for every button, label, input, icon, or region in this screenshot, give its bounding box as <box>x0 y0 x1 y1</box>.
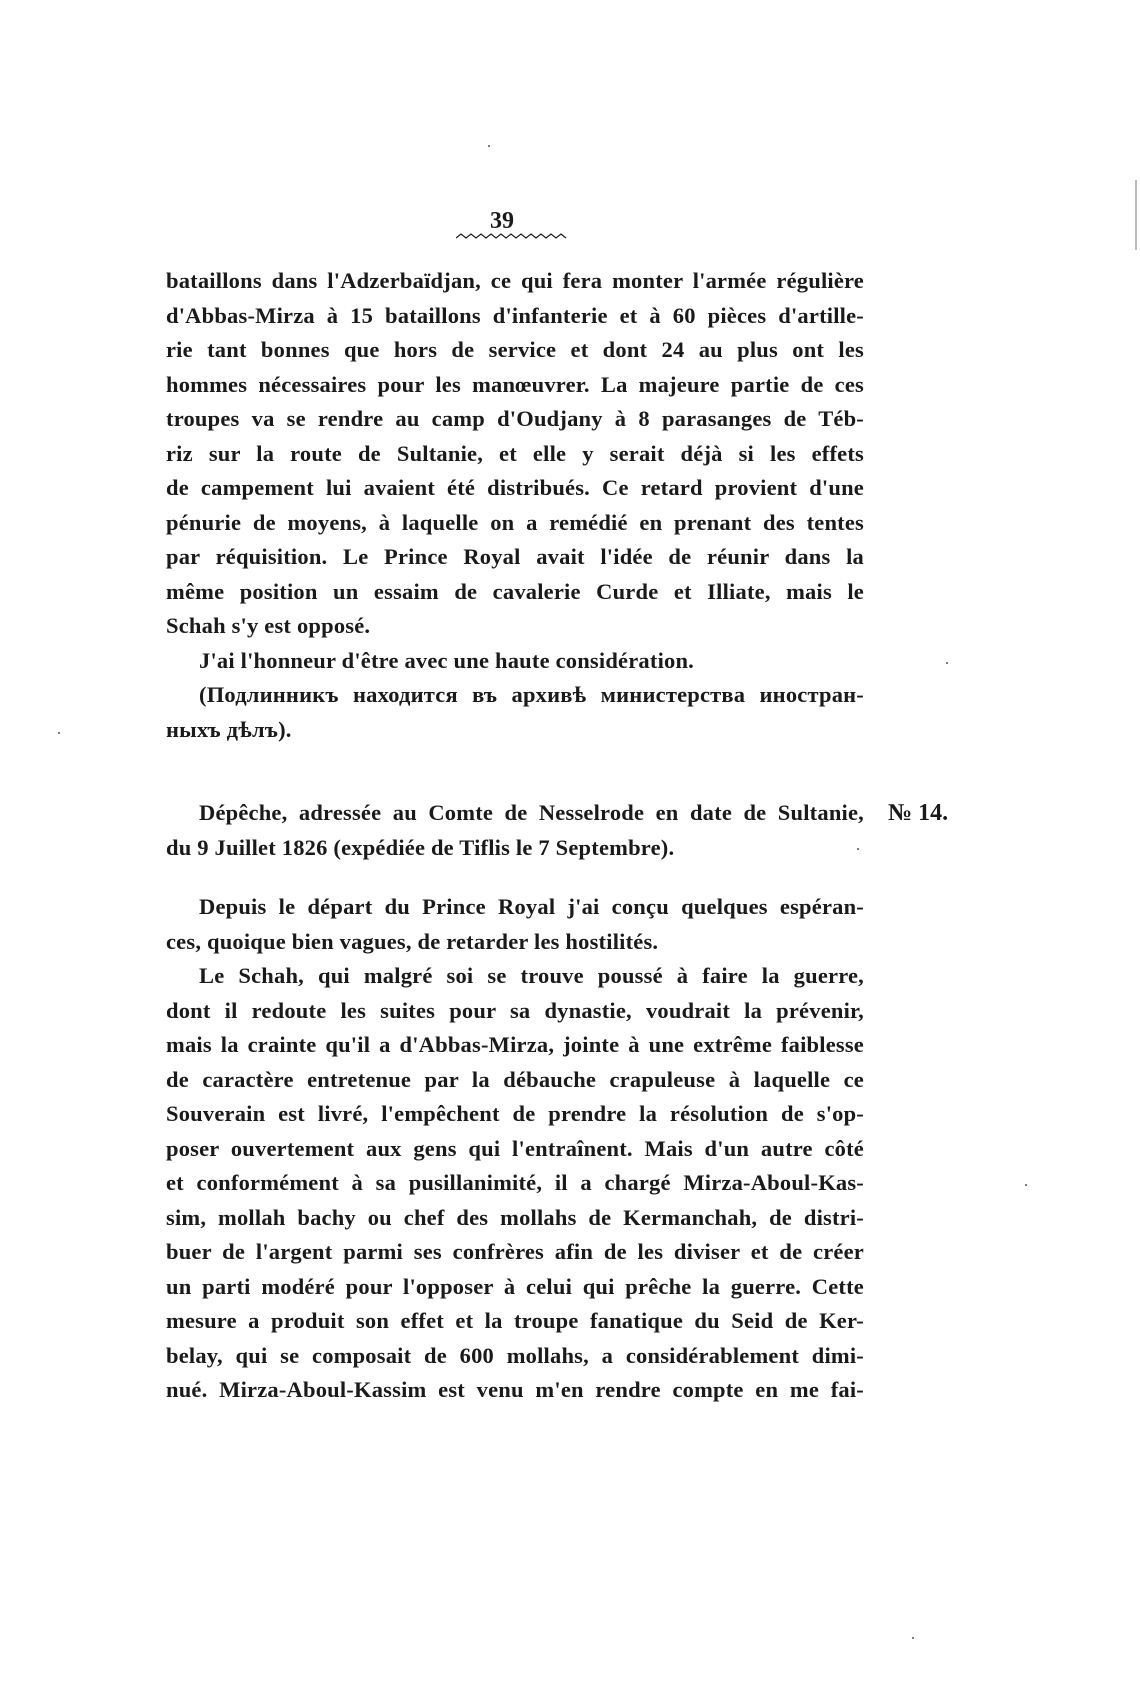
text-line: buer de l'argent parmi ses confrères afin de les diviser et de créer <box>166 1239 864 1264</box>
text-line: hommes nécessaires pour les manœuvrer. La majeure partie de ces <box>166 371 864 397</box>
text-line: riz sur la route de Sultanie, et elle y serait déjà si les effets <box>166 440 864 466</box>
dispatch-heading <box>166 796 864 865</box>
text-line: de campement lui avaient été distribués. Ce retard provient d'une <box>166 475 864 500</box>
text-line: Depuis le départ du Prince Royal j'ai conçu quelques espéran- <box>199 894 864 919</box>
text-line: de caractère entretenue par la débauche crapuleuse à laquelle ce <box>166 1066 864 1092</box>
text-line: Le Schah, qui malgré soi se trouve poussé à faire la guerre, <box>199 963 864 988</box>
text-line: mais la crainte qu'il a d'Abbas-Mirza, jointe à une extrême faiblesse <box>166 1032 864 1057</box>
page-number: 39 <box>490 208 514 234</box>
text-line: rie tant bonnes que hors de service et dont 24 au plus ont les <box>166 337 864 362</box>
text-line: ces, quoique bien vagues, de retarder les hostilités. <box>166 928 659 954</box>
dispatch-body <box>166 890 864 1408</box>
text-line: et conformément à sa pusillanimité, il a chargé Mirza-Aboul-Kas- <box>166 1170 864 1195</box>
scan-speck <box>488 145 490 147</box>
archive-note-line: (Подлинникъ находится въ архивѣ министерства иностран- <box>199 682 864 707</box>
text-line: pénurie de moyens, à laquelle on a remédié en prenant des tentes <box>166 509 864 535</box>
scan-speck <box>1025 1184 1027 1186</box>
text-line: belay, qui se composait de 600 mollahs, a considérablement dimi- <box>166 1342 864 1368</box>
text-line: bataillons dans l'Adzerbaïdjan, ce qui fera monter l'armée régulière <box>166 268 864 293</box>
text-line: Souverain est livré, l'empêchent de prendre la résolution de s'op- <box>166 1101 864 1126</box>
dispatch-heading-line: du 9 Juillet 1826 (expédiée de Tiflis le 7 Septembre). <box>166 834 675 860</box>
text-line: poser ouvertement aux gens qui l'entraînent. Mais d'un autre côté <box>166 1135 864 1161</box>
dispatch-heading-line: Dépêche, adressée au Comte de Nesselrode en date de Sultanie, <box>199 800 864 825</box>
text-line: Schah s'y est opposé. <box>166 613 371 638</box>
text-line: par réquisition. Le Prince Royal avait l'idée de réunir dans la <box>166 544 864 569</box>
paragraph-continuation <box>166 264 864 747</box>
closing-salutation: J'ai l'honneur d'être avec une haute considération. <box>199 647 695 673</box>
text-line: troupes va se rendre au camp d'Oudjany à 8 parasanges de Téb- <box>166 406 864 431</box>
archive-note-line: ныхъ дѣлъ). <box>166 716 292 742</box>
text-line: mesure a produit son effet et la troupe fanatique du Seid de Ker- <box>166 1308 864 1333</box>
text-line: dont il redoute les suites pour sa dynastie, voudrait la prévenir, <box>166 997 864 1023</box>
scan-speck <box>912 1637 914 1639</box>
scan-speck <box>857 848 859 850</box>
wavy-ornament-icon <box>456 232 568 244</box>
scan-speck <box>946 662 948 664</box>
text-line: nué. Mirza-Aboul-Kassim est venu m'en rendre compte en me fai- <box>166 1377 864 1402</box>
scan-edge-mark <box>1135 180 1137 250</box>
text-line: d'Abbas-Mirza à 15 bataillons d'infanterie et à 60 pièces d'artille- <box>166 302 864 328</box>
text-line: un parti modéré pour l'opposer à celui qui prêche la guerre. Cette <box>166 1273 864 1299</box>
text-line: même position un essaim de cavalerie Curde et Illiate, mais le <box>166 578 864 604</box>
document-number: № 14. <box>888 800 949 826</box>
scan-speck <box>58 732 60 734</box>
text-line: sim, mollah bachy ou chef des mollahs de Kermanchah, de distri- <box>166 1204 864 1230</box>
